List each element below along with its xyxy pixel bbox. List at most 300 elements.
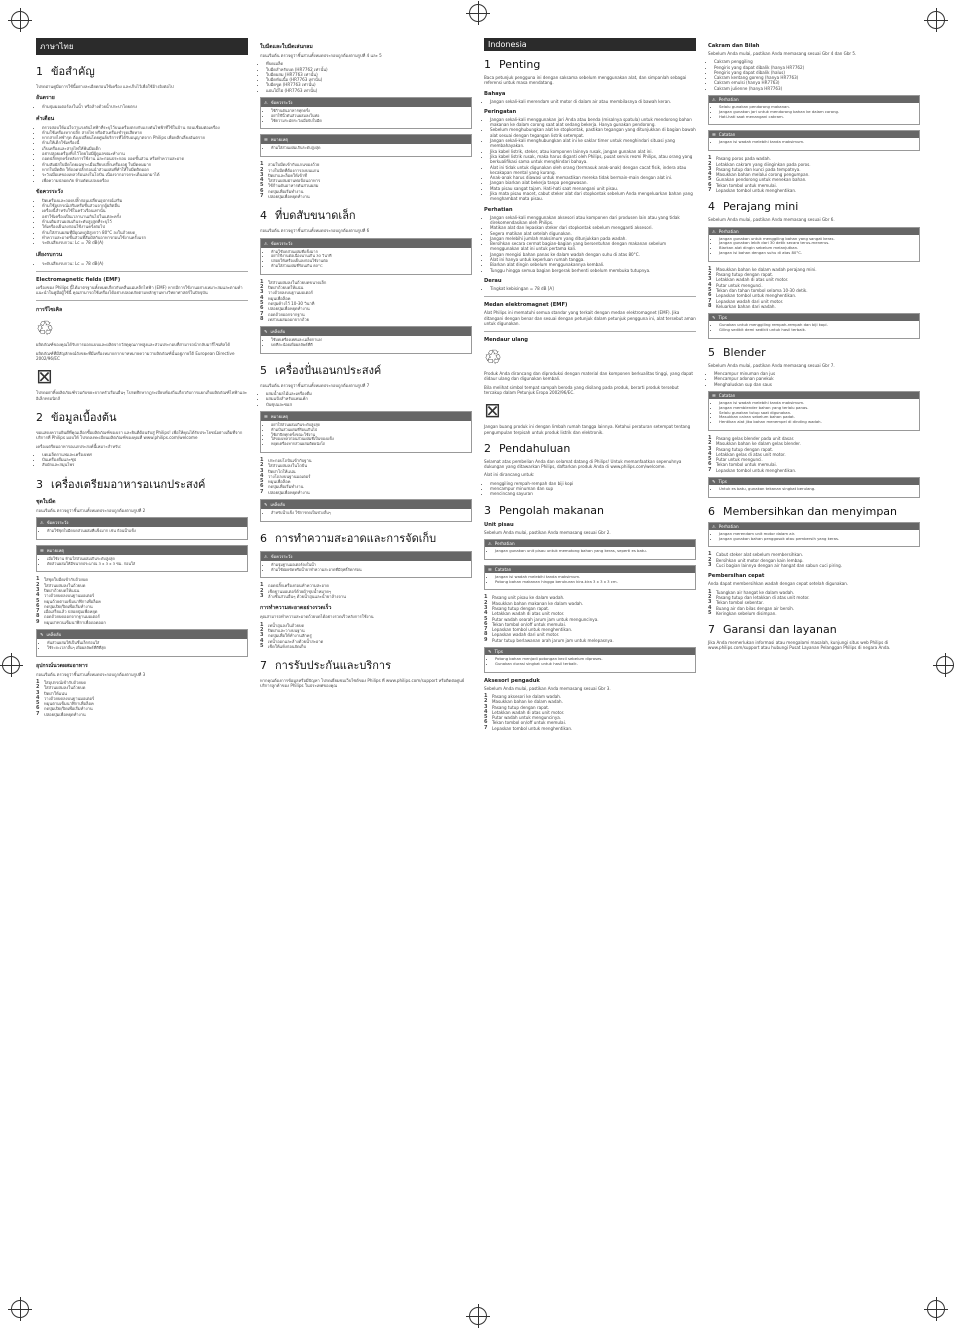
caution-box: ⚠ ข้อควรระวัง • ห้ามจุ่มฐานมอเตอร์ลงในน้ำ • ห้ามใช้ฝอยขัดหรือน้ำยาทำความสะอาดที่มีฤทธิ์กัดกร่อน	[260, 551, 472, 579]
subsection-heading: Aksesori pengaduk	[484, 677, 540, 684]
step-item: 1 Pasang gelas blender pada unit dasar.	[708, 434, 795, 441]
step-item: 2 เช็ดฐานมอเตอร์ด้วยผ้าชุบน้ำหมาดๆ	[260, 587, 332, 594]
tip-box: ✎ เคล็ดลับ • ใช้บดเครื่องเทศและเมล็ดกาแฟ • บดทีละน้อยเพื่อผลลัพธ์ที่ดี	[260, 326, 472, 354]
list-item: • Alat ini hanya untuk keperluan rumah tangga.	[490, 257, 696, 262]
steps-list	[260, 623, 472, 649]
steps-list	[260, 162, 472, 199]
note-box: ☰ หมายเหตุ • อย่าใส่ส่วนผสมเกินระดับสูงสุด • ห้ามปั่นส่วนผสมที่ร้อนเกินไป • ใช้ฝาปิดทุกครั้งขณะใช้งาน • ใส่ของเหลวก่อนส่วนผสมที่เป็นของแข็ง • หยุดเครื่องหากส่วนผสมติดผนังโถ	[260, 411, 472, 453]
body-text: หากคุณต้องการข้อมูลหรือมีปัญหา โปรดเยี่ยมชมเว็บไซต์ของ Philips ที่ www.philips.com/support หรือติดต่อศูนย์บริการลูกค้าของ Philips ในประเทศของคุณ	[260, 678, 465, 689]
section-heading: 4 Perajang mini	[708, 200, 799, 214]
list-item: • ตัดส่วนผสมให้มีขนาดประมาณ 3 x 3 x 3 ซม. ก่อนใส่	[47, 562, 243, 567]
step-item: 5 Putar untuk mengunci.	[708, 456, 763, 463]
language-header: ภาษาไทย	[36, 38, 248, 55]
emf-text: Alat Philips ini mematuhi semua standar yang terkait dengan medan elektromagnet (EMF). Jika ditangani dengan benar dan sesuai dengan petunjuk dalam petunjuk pengguna ini, alat tersebut aman untuk digunakan.	[484, 310, 696, 326]
noise-list: • ระดับเสียงรบกวน: Lc = 78 dB(A)	[36, 261, 248, 266]
section-heading: 3 เครื่องเตรียมอาหารอเนกประสงค์	[36, 477, 206, 491]
section-heading: 2 ข้อมูลเบื้องต้น	[36, 410, 117, 424]
disc-list	[708, 59, 920, 91]
list-item: • Jangan sekali-kali merendam unit motor di dalam air atau membilasnya di bawah keran.	[490, 99, 696, 104]
registration-mark-top-center	[469, 4, 487, 22]
list-item: • Jangan merendam unit motor dalam air.	[719, 532, 915, 537]
list-item: • เครื่องนี้สำหรับใช้ในครัวเรือนเท่านั้น	[42, 208, 248, 213]
step-item: 6 Tekan tombol untuk memulai.	[708, 181, 777, 188]
list-item: • ใบมีดผสม (HR7763 เท่านั้น)	[266, 72, 472, 77]
step-item: 2 Masukkan bahan makanan ke dalam wadah.	[484, 599, 584, 606]
step-item: 4 ใส่ส่วนผสมผ่านท่อป้อนอาหาร	[260, 177, 321, 184]
step-item: 9 หมุนฝาทวนเข็มนาฬิกาเพื่อถอดออก	[36, 618, 106, 625]
step-item: 3 ปิดฝาให้แน่น	[36, 689, 67, 696]
note-icon: ☰	[264, 137, 268, 143]
recycle-text: ผลิตภัณฑ์ที่มีสัญลักษณ์ถังขยะที่มีเครื่องหมายกากบาทหมายความว่าผลิตภัณฑ์นั้นอยู่ภายใต้ European Directive 2002/96/EC	[36, 350, 235, 362]
warning-icon: ⚠	[264, 240, 268, 246]
tip-box: ✎ เคล็ดลับ • หั่นส่วนผสมให้เป็นชิ้นเล็กก่อนใส่ • ใช้ระยะเวลาสั้นๆ เพื่อผลลัพธ์ที่ดีที่สุด	[36, 629, 248, 657]
list-item: • บดทีละน้อยเพื่อผลลัพธ์ที่ดี	[271, 343, 467, 348]
section-heading: 1 Penting	[484, 58, 541, 71]
note-icon: ☰	[40, 547, 44, 553]
note-box: ☰ Catatan • Jangan isi wadah melebihi tanda maksimum.	[708, 130, 920, 151]
step-item: 1 ใส่ชุดใบมีดเข้ากับถ้วยบด	[36, 576, 88, 583]
list-item: • Pengiris yang dapat dibalik (halus)	[714, 70, 920, 75]
list-item: • หากใบมีดติด ให้ถอดปลั๊กก่อนนำส่วนผสมที่ทำให้ใบมีดติดออก	[42, 167, 248, 172]
step-item: 5 หมุนถ้วยตามเข็มนาฬิกาเพื่อล็อค	[36, 597, 101, 604]
thai-column-2	[260, 38, 472, 692]
registration-mark-bottom-left	[11, 1300, 29, 1318]
step-item: 2 ใส่ส่วนผสมลงในโถปั่น	[260, 462, 308, 469]
caution-box: ⚠ ข้อควรระวัง • ห้ามใช้บดส่วนผสมที่แข็งมาก • อย่าใช้งานต่อเนื่องนานเกิน 30 วินาที • ปล่อยให้เครื่องเย็นลงก่อนใช้งานต่อ • ห้ามใส่ส่วนผสมที่ร้อนเกิน 80°C	[260, 238, 472, 275]
steps-list	[484, 694, 696, 731]
note-icon: ☰	[712, 392, 716, 398]
body-text: ก่อนเริ่มต้น ตรวจดูว่าชิ้นส่วนทั้งหมดประกอบถูกต้องตามรูปที่ 2	[36, 507, 146, 513]
step-item: 5 Putar wadah searah jarum jam untuk menguncinya.	[484, 615, 599, 622]
step-item: 6 Tekan tombol on/off untuk memulai.	[484, 719, 567, 726]
list-item: • ปั่นเครื่องดื่มและซุป	[42, 457, 248, 462]
registration-mark-top-left	[11, 11, 29, 29]
subsection-heading: อุปกรณ์นวดผสมอาหาร	[36, 662, 88, 669]
step-item: 4 Letakkan wadah di atas unit motor.	[484, 610, 565, 617]
section-heading: 3 Pengolah makanan	[484, 503, 605, 517]
list-item: • Jangan isi wadah melebihi tanda maksimum.	[495, 575, 691, 580]
step-item: 7 Lepaskan tombol untuk menghentikan.	[484, 626, 573, 633]
list-item: • ห้ามใช้เครื่องหากปลั๊ก สายไฟ หรือตัวเครื่องชำรุดเสียหาย	[42, 130, 248, 135]
step-item: 3 ปิดฝาโถให้แน่น	[260, 467, 296, 474]
indonesia-column-2	[708, 38, 920, 654]
step-item: 6 กดปุ่มเพื่อเริ่มทำงาน	[260, 187, 304, 194]
intro-text: Alat ini dirancang untuk:	[484, 472, 535, 478]
list-item: • Bersihkan secara cermat bagian-bagian yang bersentuhan dengan makanan sebelum menggunakan alat ini untuk pertama kali.	[490, 241, 696, 252]
step-item: 2 Masukkan bahan ke dalam gelas blender.	[708, 440, 801, 447]
list-item: • ใบมีดขูด (HR7763 เท่านั้น)	[266, 82, 472, 87]
step-item: 2 Pasang tutup dan letakkan di atas unit motor.	[708, 593, 810, 600]
list-item: • Cakram kentang goreng (hanya HR7763)	[714, 75, 920, 80]
emf-text: เครื่องของ Philips นี้ได้มาตรฐานทั้งหมดเกี่ยวกับคลื่นแม่เหล็กไฟฟ้า (EMF) หากมีการใช้งานอย่างเหมาะสมและตามคำแนะนำในคู่มือผู้ใช้นี้ คุณสามารถใช้เครื่องได้อย่างปลอดภัยตามหลักฐานทางวิทยาศาสตร์ในปัจจุบัน	[36, 284, 243, 296]
list-item: • Jangan gunakan jari untuk mendorong bahan ke dalam corong.	[719, 110, 915, 115]
section-heading: 6 Membersihkan dan menyimpan	[708, 504, 898, 518]
section-heading: 5 เครื่องปั่นเอนกประสงค์	[260, 363, 382, 377]
step-item: 6 Lepaskan tombol untuk menghentikan.	[708, 292, 797, 299]
body-text: ก่อนเริ่มต้น ตรวจดูว่าชิ้นส่วนทั้งหมดประกอบถูกต้องตามรูปที่ 6	[260, 228, 370, 234]
step-item: 2 ใส่ส่วนผสมลงในถ้วยบด	[36, 581, 86, 588]
warning-icon: ⚠	[488, 540, 492, 546]
section-heading: 5 Blender	[708, 345, 766, 359]
intro-text: Selamat atas pembelian Anda dan selamat datang di Philips! Untuk memanfaatkan sepenuhnya dukungan yang ditawarkan Philips, daftarkan produk Anda di www.philips.com/welcome.	[484, 458, 682, 470]
caution-list	[484, 215, 696, 273]
step-item: 3 ล้างชิ้นส่วนอื่นๆ ด้วยน้ำอุ่นและน้ำยาล้างจาน	[260, 593, 346, 600]
step-item: 3 Tekan tombol sebentar.	[708, 599, 764, 606]
list-item: • Potong bahan makanan hingga berukuran kira-kira 3 x 3 x 3 cm.	[495, 580, 691, 585]
list-item: • Jika kabel listrik, steker, atau komponen lainnya rusak, jangan gunakan alat ini.	[490, 149, 696, 154]
registration-mark-bottom-right	[927, 1300, 945, 1318]
section-heading: 2 Pendahuluan	[484, 441, 571, 455]
list-item: • เพื่อความปลอดภัย ห้ามดัดแปลงเครื่อง	[42, 178, 248, 183]
caution-heading: ข้อควรระวัง	[36, 188, 63, 195]
step-item: 3 กดปุ่มเพื่อให้ทำงานสักครู่	[260, 632, 312, 639]
steps-list	[708, 436, 920, 473]
list-item: • Anak-anak harus diawasi untuk memastikan mereka tidak bermain-main dengan alat ini.	[490, 175, 696, 180]
list-item: • menggiling rempah-rempah dan biji kopi	[490, 481, 696, 486]
uses-list	[36, 452, 248, 468]
warning-icon: ⚠	[40, 519, 44, 525]
body-text: Sebelum Anda mulai, pastikan Anda memasang sesuai Gbr 4 dan Gbr 5.	[708, 51, 857, 56]
list-item: • ผสมแป้งสำหรับแพนเค้ก	[266, 396, 472, 401]
step-item: 2 Masukkan bahan ke dalam wadah.	[484, 698, 563, 705]
body-text: Sebelum Anda mulai, pastikan Anda memasang sesuai Gbr 3.	[484, 685, 611, 691]
subsection-heading: ชุดใบมีด	[36, 498, 56, 505]
step-item: 1 เทน้ำอุ่นลงในถ้วยบด	[260, 621, 305, 628]
list-item: • Jangan melebihi jumlah maksimum yang ditunjukkan pada wadah.	[490, 236, 696, 241]
step-item: 4 วางถ้วยบดลงบนฐานมอเตอร์	[36, 592, 95, 599]
language-header: Indonesia	[484, 38, 696, 51]
list-item: • Gunakan untuk menggiling rempah-rempah dan biji kopi.	[719, 323, 915, 328]
recycle-text: Bila melihat simbol tempat sampah beroda yang disilang pada produk, berarti produk tersebut tercakup dalam Petunjuk Eropa 2002/96/EC.	[484, 384, 679, 395]
danger-list	[484, 99, 696, 104]
list-item: • ห้ามใช้ฝอยขัดหรือน้ำยาทำความสะอาดที่มีฤทธิ์กัดกร่อน	[271, 568, 467, 573]
list-item: • เก็บเครื่องและสายไฟให้พ้นมือเด็ก	[42, 146, 248, 151]
step-item: 9 Putar tutup berlawanan arah jarum jam untuk melepasnya.	[484, 636, 614, 643]
list-item: • ตรวจสอบให้แน่ใจว่าแรงดันไฟฟ้าที่ระบุไว้บนเครื่องตรงกับแรงดันไฟฟ้าที่ใช้ในบ้าน ก่อนเชื่อมต่อเครื่อง	[42, 125, 248, 130]
list-item: • Hentikan alat jika bahan menempel di dinding wadah.	[719, 420, 915, 425]
steps-list	[260, 280, 472, 322]
caution-box: ⚠ Perhatian • Jangan gunakan unit pisau untuk memotong bahan yang keras, seperti es batu.	[484, 539, 696, 560]
subsection-heading: Unit pisau	[484, 521, 514, 528]
subsection-heading: การทำความสะอาดอย่างรวดเร็ว	[260, 605, 332, 612]
step-item: 7 ถอดถ้วยออกจากฐาน	[260, 310, 305, 317]
step-item: 5 เช็ดให้แห้งก่อนจัดเก็บ	[260, 642, 307, 649]
recycle-heading: Mendaur ulang	[484, 337, 529, 344]
tip-box: ✎ Tips • Untuk es batu, gunakan tekanan singkat berulang.	[708, 477, 920, 498]
list-item: • Jangan memblender bahan yang terlalu panas.	[719, 406, 915, 411]
registration-mark-top-right	[927, 11, 945, 29]
list-item: • ระวังเมื่อเทของเหลวร้อนลงในโถปั่น เนื่องจากอาจกระเด็นออกมาได้	[42, 172, 248, 177]
list-item: • ห้ามเติมส่วนผสมเกินระดับสูงสุดที่ระบุไว้	[42, 219, 248, 224]
step-item: 5 Tekan dan tahan tombol selama 10-30 detik.	[708, 287, 808, 294]
list-item: • ห้ามใส่ส่วนผสมเกินระดับสูงสุด	[271, 146, 467, 151]
steps-list	[484, 595, 696, 643]
list-item: • mencampur minuman dan sup	[490, 486, 696, 491]
tip-icon: ✎	[40, 632, 44, 638]
list-item: • Mencampur adonan panekuk	[714, 376, 920, 381]
step-item: 3 ปิดฝาและล็อคให้เข้าที่	[260, 171, 307, 178]
step-item: 7 ปล่อยปุ่มเพื่อหยุดทำงาน	[36, 710, 86, 717]
steps-list	[708, 590, 920, 616]
caution-box: ⚠ Perhatian • Jangan gunakan untuk menggiling bahan yang sangat keras. • Jangan gunakan lebih dari 30 detik secara terus-menerus. • Biarkan alat dingin sebelum melanjutkan. • Jangan isi bahan dengan suhu di atas 80°C.	[708, 227, 920, 262]
list-item: • ใช้ระยะเวลาสั้นๆ เพื่อผลลัพธ์ที่ดีที่สุด	[47, 646, 243, 651]
registration-mark-left	[2, 656, 20, 674]
list-item: • ใช้ก้านดันอาหารทุกครั้ง	[271, 109, 467, 114]
uses-list	[484, 481, 696, 497]
noise-list: • Tingkat kebisingan = 78 dB [A]	[484, 286, 696, 291]
step-item: 4 หมุนเพื่อล็อค	[260, 294, 291, 301]
note-box: ☰ Catatan • Jangan isi wadah melebihi tanda maksimum. • Potong bahan makanan hingga berukuran kira-kira 3 x 3 x 3 cm.	[484, 565, 696, 591]
tip-icon: ✎	[712, 315, 716, 321]
list-item: • ทำความสะอาดชิ้นส่วนที่สัมผัสกับอาหารก่อนใช้งานครั้งแรก	[42, 235, 248, 240]
warning-list	[484, 117, 696, 202]
step-item: 8 Keluarkan bahan dari wadah.	[708, 302, 776, 309]
step-item: 8 เทส่วนผสมออกจากถ้วย	[260, 315, 310, 322]
step-item: 1 สวมใบมีดเข้ากับแกนของถ้วย	[260, 161, 320, 168]
body-text: Anda dapat membersihkan wadah dengan cepat setelah digunakan.	[708, 581, 849, 587]
list-item: • Hati-hati saat menangani cakram.	[719, 115, 915, 120]
list-item: • ห้ามใส่ส่วนผสมที่มีอุณหภูมิสูงกว่า 80°C ลงในถ้วยบด	[42, 230, 248, 235]
list-item: • ปิดเครื่องและถอดปลั๊กก่อนเปลี่ยนอุปกรณ์เสริม	[42, 198, 248, 203]
warning-heading: คำเตือน	[36, 115, 55, 122]
list-item: • ห้ามใช้อุปกรณ์เสริมหรือชิ้นส่วนจากผู้ผลิตอื่น	[42, 203, 248, 208]
step-item: 4 Masukkan bahan melalui corong pengumpan.	[708, 171, 810, 178]
steps-list	[36, 577, 248, 625]
section-heading: 7 Garansi dan layanan	[708, 623, 837, 637]
recycle-icon: ♲	[484, 345, 502, 370]
step-item: 6 กดปุ่มเปิด/ปิดเพื่อเริ่มทำงาน	[36, 602, 93, 609]
warning-heading: Peringatan	[484, 108, 517, 115]
steps-list	[708, 267, 920, 309]
list-item: • หั่นส่วนผสมให้เป็นชิ้นเล็กก่อนใส่	[47, 641, 243, 646]
step-item: 1 Pasang aksesori ke dalam wadah.	[484, 692, 562, 699]
step-item: 5 หมุนเพื่อล็อค	[260, 478, 291, 485]
list-item: • Segera matikan alat setelah digunakan.	[490, 231, 696, 236]
list-item: • ห้ามจุ่มฐานมอเตอร์ลงในน้ำ	[271, 563, 467, 568]
warning-list	[36, 125, 248, 183]
step-item: 6 Tekan tombol on/off untuk memulai.	[484, 620, 567, 627]
list-item: • Mata pisau sangat tajam. Hati-hati saat menangani unit pisau.	[490, 186, 696, 191]
tip-box: ✎ Tips • Potong bahan menjadi potongan kecil sebelum diproses. • Gunakan durasi singkat untuk hasil terbaik.	[484, 647, 696, 673]
subsection-heading: ใบมีดและใบมีดเล่นกลม	[260, 44, 313, 50]
caution-list	[36, 198, 248, 246]
list-item: • อย่าใช้เครื่องเป็นเวลานานเกินไปในแต่ละครั้ง	[42, 214, 248, 219]
tip-box: ✎ เคล็ดลับ • สำหรับน้ำแข็ง ใช้การกดเป็นช่วงสั้นๆ	[260, 499, 472, 522]
step-item: 4 วางโถลงบนฐานมอเตอร์	[260, 472, 311, 479]
step-item: 3 Pasang tutup dengan rapat.	[484, 703, 550, 710]
step-item: 7 Lepaskan wadah dari unit motor.	[708, 297, 784, 304]
list-item: • ห้ามจุ่มมอเตอร์ลงในน้ำ หรือล้างด้วยน้ำประปาโดยตรง	[42, 104, 248, 109]
danger-heading: Bahaya	[484, 90, 506, 97]
step-item: 3 Cuci bagian lainnya dengan air hangat dan sabun cuci piring.	[708, 562, 842, 569]
list-item: • ใช้ฝาปิดทุกครั้งขณะใช้งาน	[271, 433, 467, 438]
list-item: • ปล่อยให้เครื่องเย็นลงก่อนใช้งานต่อ	[271, 259, 467, 264]
step-item: 5 Gunakan pendorong untuk menekan bahan.	[708, 176, 807, 183]
list-item: • Jangan gunakan unit pisau untuk memotong bahan yang keras, seperti es batu.	[495, 549, 691, 554]
step-item: 6 Tekan tombol untuk memulai.	[708, 461, 777, 468]
list-item: • ห้ามใช้ชุดใบมีดบดส่วนผสมที่แข็งมาก เช่น ก้อนน้ำแข็ง	[47, 529, 243, 534]
step-item: 7 ปล่อยปุ่มเพื่อหยุดทำงาน	[260, 193, 310, 200]
indonesia-column-1	[484, 38, 696, 735]
crossed-bin-icon: ⊠	[484, 398, 501, 423]
body-text: Jika Anda memerlukan informasi atau mengalami masalah, kunjungi situs web Philips di www.philips.com/support atau hubungi Pusat Layanan Pelanggan Philips di negara Anda.	[708, 640, 891, 651]
tip-icon: ✎	[264, 329, 268, 335]
steps-list	[260, 458, 472, 495]
subsection-heading: Cakram dan Bilah	[708, 43, 760, 49]
list-item: • Potong bahan menjadi potongan kecil sebelum diproses.	[495, 657, 691, 662]
list-item: • Jangan mengisi bahan panas ke dalam wadah dengan suhu di atas 80°C.	[490, 252, 696, 257]
list-item: • ระดับเสียงรบกวน: Lc = 78 dB(A)	[42, 240, 248, 245]
step-item: 7 เมื่อเสร็จแล้ว ปล่อยปุ่มเพื่อหยุด	[36, 608, 98, 615]
step-item: 8 ถอดถ้วยบดออกจากฐานมอเตอร์	[36, 613, 100, 620]
step-item: 7 Lepaskan tombol untuk menghentikan.	[708, 466, 797, 473]
list-item: • เมื่อใช้งาน ห้ามใส่ส่วนผสมเกินระดับสูงสุด	[47, 557, 243, 562]
recycle-text: Produk Anda dirancang dan diproduksi dengan material dan komponen berkualitas tinggi, yang dapat didaur ulang dan digunakan kembali.	[484, 371, 693, 382]
step-item: 8 Lepaskan wadah dari unit motor.	[484, 631, 560, 638]
uses-list	[260, 391, 472, 407]
list-item: • Jangan gunakan lebih dari 30 detik secara terus-menerus.	[719, 241, 915, 246]
list-item: • อย่าใช้นิ้วดันส่วนผสมลงในท่อ	[271, 114, 467, 119]
step-item: 1 ประกอบโถปั่นเข้ากับฐาน	[260, 456, 312, 463]
list-item: • Jangan sekali-kali menggunakan jari Anda atau benda (misalnya spatula) untuk mendorong bahan makanan ke dalam corong saat alat sedang bekerja. Hanya gunakan pendorong.	[490, 117, 696, 128]
step-item: 3 Pasang tutup dengan rapat.	[484, 604, 550, 611]
body-text: คุณสามารถทำความสะอาดถ้วยบดได้อย่างรวดเร็วหลังการใช้งาน	[260, 614, 374, 620]
list-item: • หยุดเครื่องหากส่วนผสมติดผนังโถ	[271, 442, 467, 447]
step-item: 1 ถอดปลั๊กเครื่องก่อนทำความสะอาด	[260, 582, 329, 589]
list-item: • Jangan gunakan bahan penggosok atau pembersih yang keras.	[719, 537, 915, 542]
step-item: 3 วางถ้วยลงบนฐานมอเตอร์	[260, 289, 313, 296]
step-item: 1 Pasang poros pada wadah.	[708, 155, 771, 162]
intro-text: Baca petunjuk pengguna ini dengan saksama sebelum menggunakan alat, dan simpanlah sebagai referensi untuk masa mendatang.	[484, 75, 687, 86]
note-icon: ☰	[488, 566, 492, 572]
step-item: 1 ใส่ส่วนผสมลงในถ้วยบดขนาดเล็ก	[260, 278, 327, 285]
list-item: • Jangan isi bahan dengan suhu di atas 80°C.	[719, 251, 915, 256]
step-item: 3 ปิดฝาถ้วยบดให้แน่น	[36, 586, 80, 593]
note-icon: ☰	[264, 413, 268, 419]
list-item: • Pengiris yang dapat dibalik (hanya HR7762)	[714, 65, 920, 70]
uses-list	[708, 371, 920, 387]
list-item: • ห้ามปั่นส่วนผสมที่ร้อนเกินไป	[271, 428, 467, 433]
section-heading: 6 การทำความสะอาดและการจัดเก็บ	[260, 531, 437, 545]
section-heading: 1 ข้อสำคัญ	[36, 65, 95, 78]
list-item: • Cakram julienne (hanya HR7763)	[714, 86, 920, 91]
warning-icon: ⚠	[712, 97, 716, 103]
recycle-icon: ♲	[36, 316, 54, 341]
step-item: 7 Lepaskan tombol untuk menghentikan.	[484, 724, 573, 731]
body-text: Sebelum Anda mulai, pastikan Anda memasang sesuai Gbr 6.	[708, 217, 835, 223]
step-item: 2 ใส่ส่วนผสมลงในถ้วยบด	[36, 684, 86, 691]
list-item: • ให้เครื่องเย็นลงก่อนใช้งานครั้งต่อไป	[42, 224, 248, 229]
intro-text: ขอแสดงความยินดีที่คุณเลือกซื้อผลิตภัณฑ์ของเรา และยินดีต้อนรับสู่ Philips! เพื่อให้คุณได้รับประโยชน์อย่างเต็มที่จากบริการที่ Philips มอบให้ โปรดลงทะเบียนผลิตภัณฑ์ของคุณที่ www.philips.com/welcome	[36, 429, 243, 441]
thai-column-1	[36, 38, 248, 721]
list-item: • Jangan sekali-kali menggunakan aksesori atau komponen dari produsen lain atau yang tidak direkomendasikan oleh Philips.	[490, 215, 696, 226]
step-item: 4 Buang air dan bilas dengan air bersih.	[708, 604, 795, 611]
step-item: 4 วางถ้วยบดลงบนฐานมอเตอร์	[36, 694, 95, 701]
step-item: 1 Cabut steker alat sebelum membersihkan.	[708, 551, 804, 558]
steps-list	[708, 156, 920, 193]
list-item: • Jangan sekali-kali menghubungkan alat ini ke saklar timer untuk menghindari situasi yang membahayakan.	[490, 138, 696, 149]
step-item: 7 ปล่อยปุ่มเพื่อหยุดทำงาน	[260, 488, 310, 495]
list-item: • อย่าปล่อยเครื่องทิ้งไว้โดยไม่มีผู้ดูแลขณะทำงาน	[42, 151, 248, 156]
list-item: • Cakram penggiling	[714, 59, 920, 64]
body-text: ก่อนเริ่มต้น ตรวจดูว่าชิ้นส่วนทั้งหมดประกอบถูกต้องตามรูปที่ 7	[260, 382, 370, 388]
step-item: 3 Pasang tutup dan kunci pada tempatnya.	[708, 165, 801, 172]
danger-heading: อันตราย	[36, 95, 55, 102]
steps-list	[36, 680, 248, 717]
list-item: • ห้ามสัมผัสใบมีดโดยเฉพาะเมื่อเสียบปลั๊กเครื่องอยู่ ใบมีดคมมาก	[42, 162, 248, 167]
list-item: • อย่าใส่ส่วนผสมเกินระดับสูงสุด	[271, 423, 467, 428]
list-item: • Matikan alat dan lepaskan steker dari stopkontak sebelum mengganti aksesori.	[490, 225, 696, 230]
list-item: • ห้ามใส่ส่วนผสมที่ร้อนเกิน 80°C	[271, 264, 467, 269]
list-item: • หากสายไฟชำรุด ต้องเปลี่ยนโดยศูนย์บริการที่ได้รับอนุญาตจาก Philips เพื่อหลีกเลี่ยงอันตราย	[42, 135, 248, 140]
list-item: • แผ่นโม้ไผ่ (HR7763 เท่านั้น)	[266, 88, 472, 93]
list-item: • Jika kabel listrik rusak, maka harus diganti oleh Philips, pusat servis resmi Philips, atau orang yang berkualifikasi sama untuk menghindari bahaya.	[490, 154, 696, 165]
caution-box: ⚠ Perhatian • Selalu gunakan pendorong makanan. • Jangan gunakan jari untuk mendorong bahan ke dalam corong. • Hati-hati saat menangani cakram.	[708, 95, 920, 125]
list-item: • Selalu gunakan pendorong makanan.	[719, 105, 915, 110]
list-item: • Gunakan durasi singkat untuk hasil terbaik.	[495, 662, 691, 667]
list-item: • Selalu gunakan tutup saat digunakan.	[719, 411, 915, 416]
list-item: • ใส่ของเหลวก่อนส่วนผสมที่เป็นของแข็ง	[271, 437, 467, 442]
step-item: 1 Pasang unit pisau ke dalam wadah.	[484, 594, 565, 601]
recycle-heading: การรีไซเคิล	[36, 307, 63, 314]
list-item: • Jika mata pisau macet, cabut steker alat dari stopkontak sebelum Anda mengeluarkan bahan yang menghambat mata pisau.	[490, 191, 696, 202]
step-item: 7 Lepaskan tombol untuk menghentikan.	[708, 187, 797, 194]
body-text: Sebelum Anda mulai, pastikan Anda memasang sesuai Gbr 7.	[708, 362, 835, 368]
list-item: • ที่บดเมล็ด	[266, 61, 472, 66]
intro-text: โปรดอ่านคู่มือการใช้นี้อย่างละเอียดก่อนใช้เครื่อง และเก็บไว้เพื่อใช้อ้างอิงต่อไป	[36, 84, 174, 89]
list-item: • ห้ามให้เด็กใช้เครื่องนี้	[42, 140, 248, 145]
step-item: 4 เทน้ำออกและล้างด้วยน้ำสะอาด	[260, 637, 324, 644]
warning-icon: ⚠	[264, 553, 268, 559]
step-item: 1 ใส่อุปกรณ์เข้ากับถ้วยบด	[36, 678, 87, 685]
note-box: ☰ หมายเหตุ • เมื่อใช้งาน ห้ามใส่ส่วนผสมเกินระดับสูงสุด • ตัดส่วนผสมให้มีขนาดประมาณ 3 x 3 x 3 ซม. ก่อนใส่	[36, 545, 248, 573]
warning-icon: ⚠	[264, 100, 268, 106]
list-item: • mencincang sayuran	[490, 491, 696, 496]
recycle-text: Jangan buang produk ini dengan limbah rumah tangga lainnya. Ketahui peraturan setempat tentang pengumpulan terpisah untuk produk listrik dan elektronik.	[484, 424, 691, 435]
warning-icon: ⚠	[712, 523, 716, 529]
step-item: 4 Letakkan gelas di atas unit motor.	[708, 450, 786, 457]
step-item: 6 กดปุ่มเปิด/ปิดเพื่อเริ่มทำงาน	[36, 705, 93, 712]
list-item: • ใช้ความระมัดระวังเมื่อจับใบมีด	[271, 119, 467, 124]
step-item: 6 กดปุ่มเพื่อเริ่มทำงาน	[260, 483, 304, 490]
list-item: • Biarkan alat dingin sebelum menggunakannya kembali.	[490, 262, 696, 267]
section-heading: 4 ที่บดสับขนาดเล็ก	[260, 209, 356, 223]
note-box: ☰ Catatan • Jangan isi wadah melebihi tanda maksimum. • Jangan memblender bahan yang terlalu panas. • Selalu gunakan tutup saat digunakan. • Masukkan cairan sebelum bahan padat. • Hentikan alat jika bahan menempel di dinding wadah.	[708, 391, 920, 431]
danger-list	[36, 104, 248, 109]
recycle-text: ผลิตภัณฑ์ของคุณได้รับการออกแบบและผลิตจากวัสดุคุณภาพสูงและส่วนประกอบที่สามารถนำกลับมารีไซเคิลได้	[36, 342, 230, 348]
list-item: • Menghaluskan sup dan saus	[714, 382, 920, 387]
list-item: • Mencampur minuman dan jus	[714, 371, 920, 376]
list-item: • ห้ามใช้บดส่วนผสมที่แข็งมาก	[271, 250, 467, 255]
list-item: • Cakram emulsi (hanya HR7763)	[714, 80, 920, 85]
caution-heading: Perhatian	[484, 206, 513, 213]
disc-list	[260, 61, 472, 93]
list-item: • Jangan biarkan alat bekerja tanpa pengawasan.	[490, 180, 696, 185]
recycle-text: โปรดอย่าทิ้งผลิตภัณฑ์รวมกับขยะจากครัวเรือนอื่นๆ โปรดศึกษากฎระเบียบท้องถิ่นเกี่ยวกับการแยกเก็บผลิตภัณฑ์ไฟฟ้าและอิเล็กทรอนิกส์	[36, 390, 248, 401]
list-item: • สับผักและสมุนไพร	[42, 462, 248, 467]
warning-icon: ⚠	[712, 228, 716, 234]
registration-mark-bottom-center	[469, 1307, 487, 1325]
step-item: 4 Putar untuk mengunci.	[708, 281, 763, 288]
noise-heading: เสียงรบกวน	[36, 251, 63, 258]
step-item: 2 ปิดฝาและวางบนฐาน	[260, 626, 305, 633]
step-item: 1 Masukkan bahan ke dalam wadah perajang mini.	[708, 265, 817, 272]
list-item: • ใบมีดหั่นเนื้อ (HR7763 เท่านั้น)	[266, 77, 472, 82]
step-item: 5 Putar wadah untuk menguncinya.	[484, 714, 562, 721]
note-box: ☰ หมายเหตุ • ห้ามใส่ส่วนผสมเกินระดับสูงสุด	[260, 134, 472, 157]
list-item: • ถอดปลั๊กทุกครั้งหลังการใช้งาน และก่อนประกอบ ถอดชิ้นส่วน หรือทำความสะอาด	[42, 156, 248, 161]
step-item: 5 หมุนตามเข็มนาฬิกาเพื่อล็อค	[36, 700, 94, 707]
